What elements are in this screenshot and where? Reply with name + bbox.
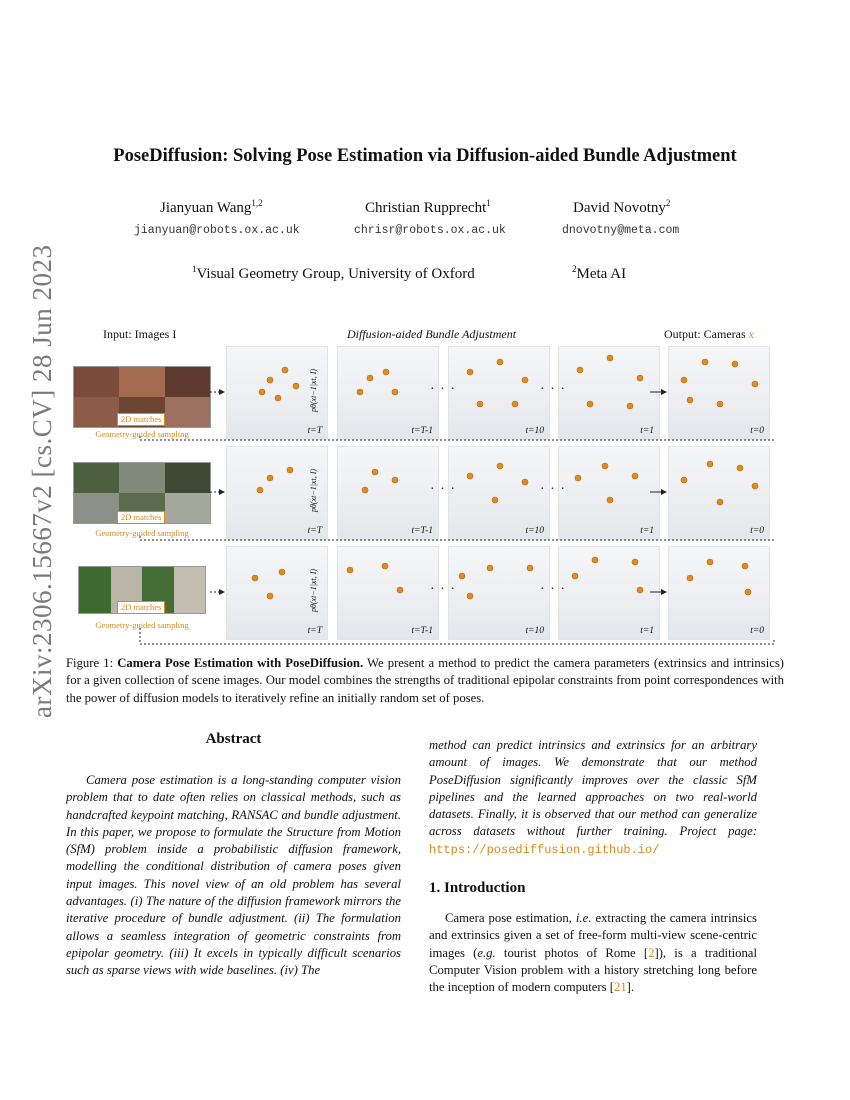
author-3-email: dnovotny@meta.com (562, 224, 680, 237)
project-link[interactable]: https://posediffusion.github.io/ (429, 842, 660, 857)
matches-label-row-2: 2D matches (117, 511, 165, 524)
author-2: Christian Rupprecht$^1$ (365, 198, 491, 216)
denoiser-label-row-2: pθ(xt−1|xt, I) (309, 468, 319, 513)
camera-cluster (252, 355, 758, 599)
figure-input-label: Input: Images I (103, 327, 177, 341)
guidance-path (140, 536, 774, 540)
abstract-heading: Abstract (205, 731, 262, 747)
citation-link[interactable]: 2 (648, 945, 655, 960)
panel-r3-t10: t=10 (448, 546, 550, 640)
abstract-right: method can predict intrinsics and extrinsics for an arbitrary amount of images. We demonstrate that our method PoseDiffusion significantly improves over the classic SfM pipelines and the learned approaches on two real-world datasets. Finally, it is observed that our method can generalize across datasets without further training. Project page: https://posediffusion.github.io/ (429, 738, 757, 857)
panel-r3-t1: t=1 (558, 546, 660, 640)
panel-r3-t0: t=0 (668, 546, 770, 640)
sampling-label-row-1: Geometry-guided sampling (95, 429, 189, 439)
guidance-path (140, 628, 774, 644)
ellipsis: · · · (430, 382, 456, 397)
figure-output-label: Output: Cameras x (664, 327, 754, 341)
panel-r2-t1: t=1 (558, 446, 660, 540)
ellipsis: · · · (430, 582, 456, 597)
author-1-email: jianyuan@robots.ox.ac.uk (134, 224, 300, 237)
sampling-label-row-3: Geometry-guided sampling (95, 620, 189, 630)
arxiv-stamp: arXiv:2306.15667v2 [cs.CV] 28 Jun 2023 (27, 244, 57, 718)
ellipsis: · · · (540, 582, 566, 597)
intro-paragraph: Camera pose estimation, i.e. extracting the camera intrinsics and extrinsics given a set of free-form multi-view scene-centric images (e.g. tourist photos of Rome [2]), is a traditional Computer Vision problem with a history stretching long before the inception of modern computers [21]. (429, 911, 757, 995)
author-3: David Novotny$^2$ (573, 198, 671, 216)
panel-r2-tT1: t=T-1 (337, 446, 439, 540)
panel-r1-t1: t=1 (558, 346, 660, 440)
panel-r2-t10: t=10 (448, 446, 550, 540)
denoiser-label-row-1: pθ(xt−1|xt, I) (309, 368, 319, 413)
ellipsis: · · · (540, 482, 566, 497)
panel-r2-t0: t=0 (668, 446, 770, 540)
panel-r1-tT: t=T (226, 346, 328, 440)
intro-heading: 1. Introduction (429, 880, 526, 896)
affiliation-2: $^2$Meta AI (572, 264, 627, 282)
ellipsis: · · · (540, 382, 566, 397)
panel-r2-tT: t=T (226, 446, 328, 540)
citation-link[interactable]: 21 (613, 980, 627, 995)
abstract-left: Camera pose estimation is a long-standing computer vision problem that to date often relies on classical methods, such as handcrafted keypoint matching, RANSAC and bundle adjustment. In this paper, we propose to formulate the Structure from Motion (SfM) problem inside a probabilistic diffusion framework, modelling the conditional distribution of camera poses given input images. This novel view of an old problem has several advantages. (i) The nature of the diffusion framework mirrors the iterative procedure of bundle adjustment. (ii) The formulation allows a seamless integration of geometric constraints from epipolar geometry. (iii) It excels in typically difficult scenarios such as sparse views with wide baselines. (iv) The (66, 773, 401, 978)
denoiser-label-row-3: pθ(xt−1|xt, I) (309, 568, 319, 613)
figure-caption: Figure 1: Camera Pose Estimation with PoseDiffusion. We present a method to predict the camera parameters (extrinsics and intrinsics) for a given collection of scene images. Our model combines the strengths of traditional epipolar constraints from point correspondences with the power of diffusion models to iteratively refine an initially random set of poses. (66, 656, 785, 705)
panel-r1-tT1: t=T-1 (337, 346, 439, 440)
figure-middle-label: Diffusion-aided Bundle Adjustment (347, 327, 517, 341)
paper-title: PoseDiffusion: Solving Pose Estimation via Diffusion-aided Bundle Adjustment (113, 146, 737, 166)
matches-label-row-3: 2D matches (117, 601, 165, 614)
author-2-email: chrisr@robots.ox.ac.uk (354, 224, 506, 237)
panel-r1-t10: t=10 (448, 346, 550, 440)
author-1: Jianyuan Wang$^{1,2}$ (160, 198, 263, 216)
affiliation-1: $^1$Visual Geometry Group, University of Oxford (192, 264, 475, 282)
ellipsis: · · · (430, 482, 456, 497)
panel-r3-tT: t=T (226, 546, 328, 640)
sampling-label-row-2: Geometry-guided sampling (95, 528, 189, 538)
matches-label-row-1: 2D matches (117, 413, 165, 426)
guidance-path (140, 436, 774, 440)
panel-r3-tT1: t=T-1 (337, 546, 439, 640)
panel-r1-t0: t=0 (668, 346, 770, 440)
